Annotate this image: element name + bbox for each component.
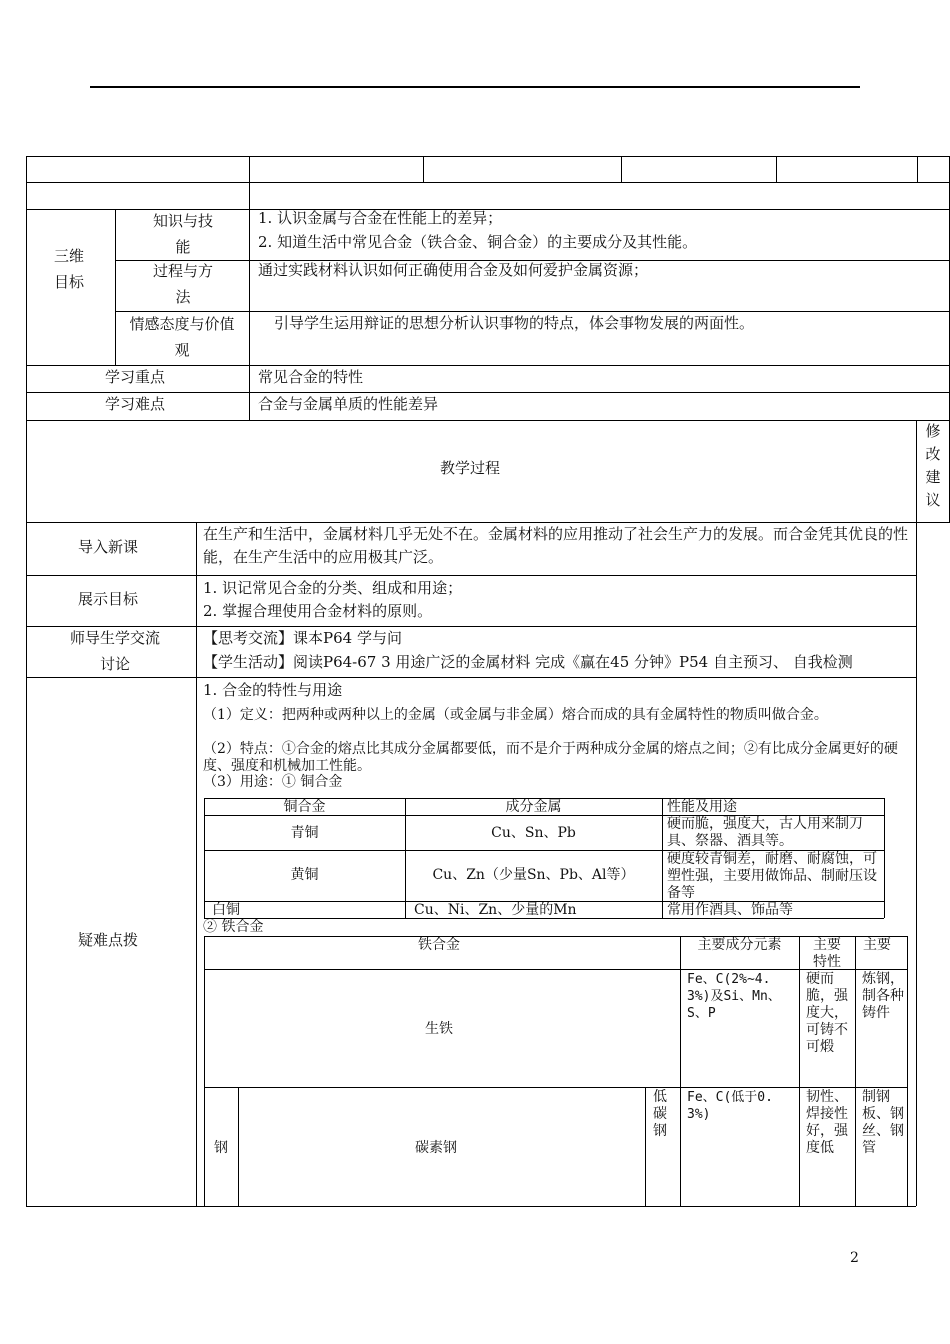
copper-header-use: 性能及用途: [667, 799, 737, 815]
process-title: 教学过程: [440, 459, 501, 477]
copper-row-3-use: 常用作酒具、饰品等: [667, 902, 793, 918]
pig-iron-property: 硬而脆，强度大，可铸不可煅: [806, 971, 848, 1055]
knowledge-item-2: 2. 知道生活中常见合金（铁合金、铜合金）的主要成分及其性能。: [258, 233, 698, 251]
emotion-label: 情感态度与价值观: [129, 315, 235, 359]
copper-row-1-use: 硬而脆，强度大，古人用来制刀具、祭器、酒具等。: [667, 816, 863, 849]
copper-row-1-name: 青铜: [290, 825, 319, 841]
steel-use: 制钢板、钢丝、钢管: [862, 1089, 904, 1156]
discussion-label: 师导生学交流讨论: [69, 629, 160, 673]
copper-header-alloy: 铜合金: [283, 799, 326, 815]
pig-iron-use: 炼钢，制各种铸件: [862, 971, 904, 1021]
key-point-text: 常见合金的特性: [258, 368, 364, 386]
difficulty-text: 合金与金属单质的性能差异: [258, 395, 439, 413]
iron-header-composition: 主要成分元素: [697, 937, 782, 953]
copper-row-1-composition: Cu、Sn、Pb: [491, 825, 576, 841]
copper-row-3-composition: Cu、Ni、Zn、少量的Mn: [414, 902, 577, 918]
iron-header-property: 主要特性: [813, 937, 841, 970]
knowledge-item-1: 1. 认识金属与合金在性能上的差异；: [258, 209, 503, 227]
steel-property: 韧性、焊接性好，强度低: [806, 1089, 848, 1156]
copper-row-2-composition: Cu、Zn（少量Sn、Pb、Al等）: [432, 867, 635, 883]
copper-row-3-name: 白铜: [212, 902, 240, 918]
difficulty-label: 学习难点: [105, 395, 166, 413]
page-number: 2: [850, 1250, 859, 1266]
alloy-use-heading: （3）用途：① 铜合金: [203, 774, 343, 790]
iron-header-use: 主要: [863, 937, 891, 953]
emotion-text: 引导学生运用辩证的思想分析认识事物的特点，体会事物发展的两面性。: [274, 314, 755, 332]
key-point-label: 学习重点: [105, 368, 166, 386]
goals-label: 展示目标: [78, 590, 139, 608]
copper-row-2-use: 硬度较青铜差，耐磨、耐腐蚀，可塑性强，主要用做饰品、制耐压设备等: [667, 851, 877, 901]
alloy-heading: 1. 合金的特性与用途: [203, 681, 343, 699]
copper-header-composition: 成分金属: [505, 799, 562, 815]
process-text: 通过实践材料认识如何正确使用合金及如何爱护金属资源；: [258, 261, 649, 279]
objectives-row-title: 三维目标: [53, 247, 84, 291]
intro-label: 导入新课: [78, 538, 139, 556]
goal-item-2: 2. 掌握合理使用合金材料的原则。: [203, 602, 433, 620]
pig-iron-name: 生铁: [425, 1021, 453, 1037]
discussion-line-1: 【思考交流】课本P64 学与问: [203, 629, 402, 647]
difficult-label: 疑难点拨: [78, 931, 139, 949]
intro-text: 在生产和生活中，金属材料几乎无处不在。金属材料的应用推动了社会生产力的发展。而合金凭其优良的性能，在生产生活中的应用极其广泛。: [203, 525, 909, 566]
iron-header-alloy: 铁合金: [418, 937, 460, 953]
alloy-features: （2）特点：①合金的熔点比其成分金属都要低，而不是介于两种成分金属的熔点之间；②有比成分金属更好的硬度、强度和机械加工性能。: [203, 741, 898, 774]
steel-sub: 碳素钢: [415, 1140, 457, 1156]
steel-name: 钢: [214, 1140, 228, 1156]
goal-item-1: 1. 识记常见合金的分类、组成和用途；: [203, 579, 463, 597]
process-label: 过程与方法: [152, 262, 213, 306]
knowledge-label: 知识与技能: [152, 212, 213, 256]
iron-heading: ② 铁合金: [203, 919, 264, 935]
pig-iron-composition: Fe、C(2%~4.3%)及Si、Mn、S、P: [687, 972, 781, 1021]
header-rule: [90, 86, 860, 88]
copper-row-2-name: 黄铜: [290, 867, 319, 883]
alloy-definition: （1）定义：把两种或两种以上的金属（或金属与非金属）熔合而成的具有金属特性的物质叫做合金。: [203, 707, 828, 723]
steel-type: 低碳钢: [653, 1089, 667, 1139]
revise-label: 修改建议: [925, 422, 941, 509]
steel-composition: Fe、C(低于0.3%): [687, 1090, 773, 1122]
discussion-line-2: 【学生活动】阅读P64-67 3 用途广泛的金属材料 完成《赢在45 分钟》P54 自主预习、 自我检测: [203, 653, 853, 671]
